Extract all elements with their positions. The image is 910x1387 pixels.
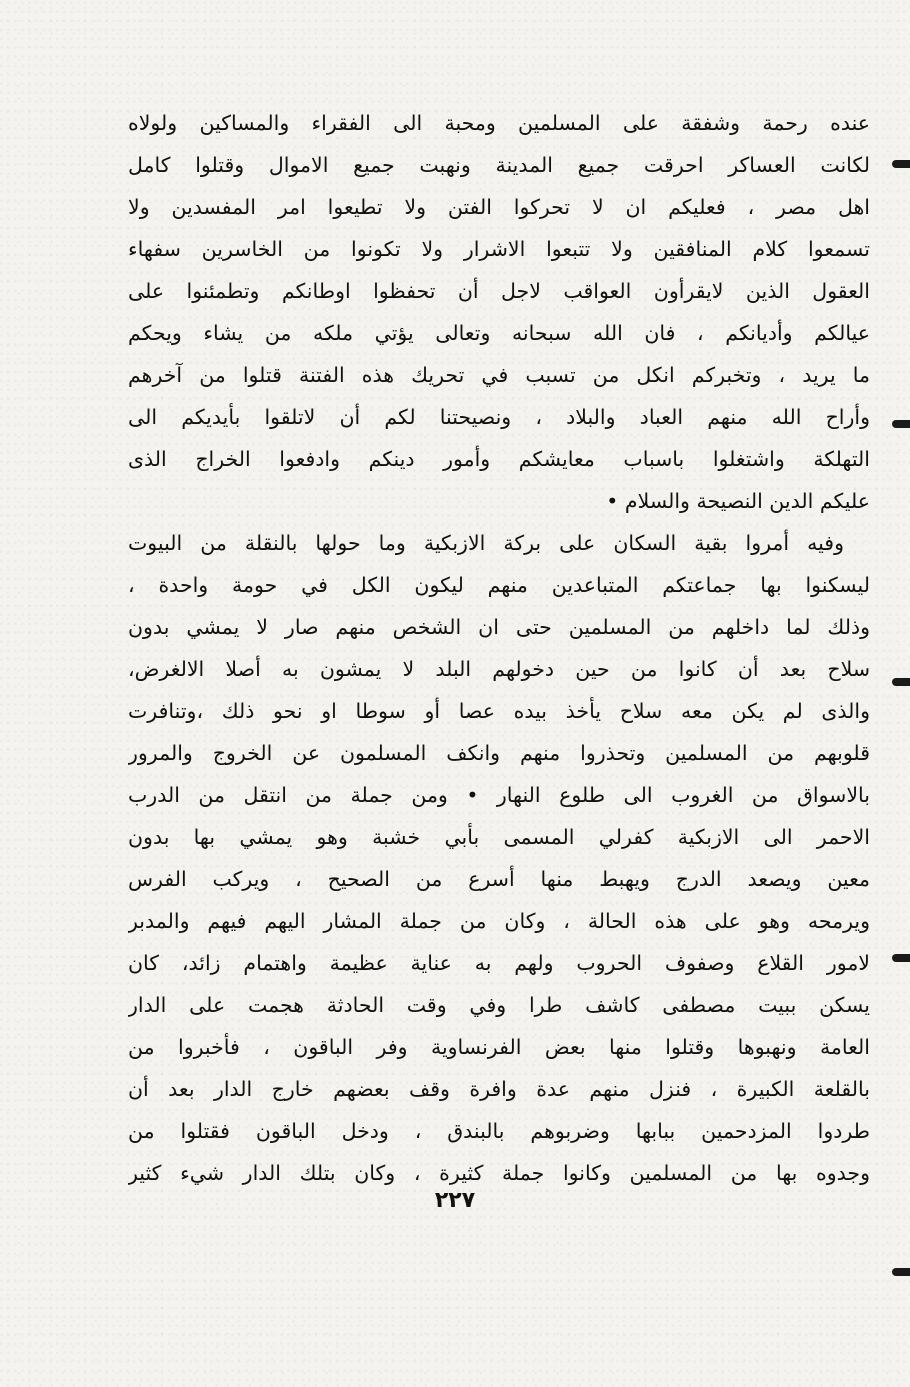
text-line: عنده رحمة وشفقة على المسلمين ومحبة الى الفقراء والمساكين ولولاه <box>128 111 870 135</box>
text-line: طردوا المزدحمين ببابها وضربوهم بالبندق ، ودخل الباقون فقتلوا من <box>128 1119 870 1143</box>
text-line: ما يريد ، وتخبركم انكل من تسبب في تحريك هذه الفتنة قتلوا من آخرهم <box>128 363 870 387</box>
text-line: معين ويصعد الدرج ويهبط منها أسرع من الصحيح ، ويركب الفرس <box>128 867 870 891</box>
text-line: والذى لم يكن معه سلاح يأخذ بيده عصا أو سوطا او نحو ذلك ،وتنافرت <box>128 699 870 723</box>
text-line: عيالكم وأديانكم ، فان الله سبحانه وتعالى يؤتي ملكه من يشاء ويحكم <box>128 321 870 345</box>
text-line: قلوبهم من المسلمين وتحذروا منهم وانكف المسلمون عن الخروج والمرور <box>128 741 870 765</box>
text-line: لكانت العساكر احرقت جميع المدينة ونهبت جميع الاموال وقتلوا كامل <box>128 153 870 177</box>
text-line: عليكم الدين النصيحة والسلام • <box>606 489 870 513</box>
page-number: ٢٢٧ <box>434 1188 476 1213</box>
text-line: الاحمر الى الازبكية كفرلي المسمى بأبي خشبة وهو يمشي بها بدون <box>128 825 870 849</box>
margin-mark <box>892 1268 910 1276</box>
margin-mark <box>892 160 910 168</box>
text-line: بالقلعة الكبيرة ، فنزل منهم عدة وافرة وقف بعضهم خارج الدار بعد أن <box>128 1077 870 1101</box>
text-line: وذلك لما داخلهم من المسلمين حتى ان الشخص منهم صار لا يمشي بدون <box>128 615 870 639</box>
text-line: لامور القلاع وصفوف الحروب ولهم به عناية عظيمة واهتمام زائد، كان <box>128 951 870 975</box>
body-text <box>128 102 870 1194</box>
margin-mark <box>892 420 910 428</box>
text-line: وأراح الله منهم العباد والبلاد ، ونصيحتنا لكم أن لاتلقوا بأيديكم الى <box>128 405 870 429</box>
text-line: ويرمحه وهو على هذه الحالة ، وكان من جملة المشار اليهم فيهم والمدبر <box>128 909 870 933</box>
text-line: يسكن ببيت مصطفى كاشف طرا وفي وقت الحادثة هجمت على الدار <box>128 993 870 1017</box>
paragraph-start-line: وفيه أمروا بقية السكان على بركة الازبكية وما حولها بالنقلة من البيوت <box>128 531 844 555</box>
text-line: تسمعوا كلام المنافقين ولا تتبعوا الاشرار ولا تكونوا من الخاسرين سفهاء <box>128 237 870 261</box>
margin-mark <box>892 678 910 686</box>
text-line: وجدوه بها من المسلمين وكانوا جملة كثيرة ، وكان بتلك الدار شيء كثير <box>128 1161 870 1185</box>
text-line: العقول الذين لايقرأون العواقب لاجل أن تحفظوا اوطانكم وتطمئنوا على <box>128 279 870 303</box>
margin-mark <box>892 954 910 962</box>
text-line: ليسكنوا بها جماعتكم المتباعدين منهم ليكون الكل في حومة واحدة ، <box>128 573 870 597</box>
text-line: سلاح بعد أن كانوا من حين دخولهم البلد لا يمشون به أصلا الالغرض، <box>128 657 870 681</box>
text-line: اهل مصر ، فعليكم ان لا تحركوا الفتن ولا تطيعوا امر المفسدين ولا <box>128 195 870 219</box>
text-line: التهلكة واشتغلوا باسباب معايشكم وأمور دينكم وادفعوا الخراج الذى <box>128 447 870 471</box>
text-line: العامة ونهبوها وقتلوا منها بعض الفرنساوية وفر الباقون ، فأخبروا من <box>128 1035 870 1059</box>
text-line: بالاسواق من الغروب الى طلوع النهار • ومن جملة من انتقل من الدرب <box>128 783 870 807</box>
